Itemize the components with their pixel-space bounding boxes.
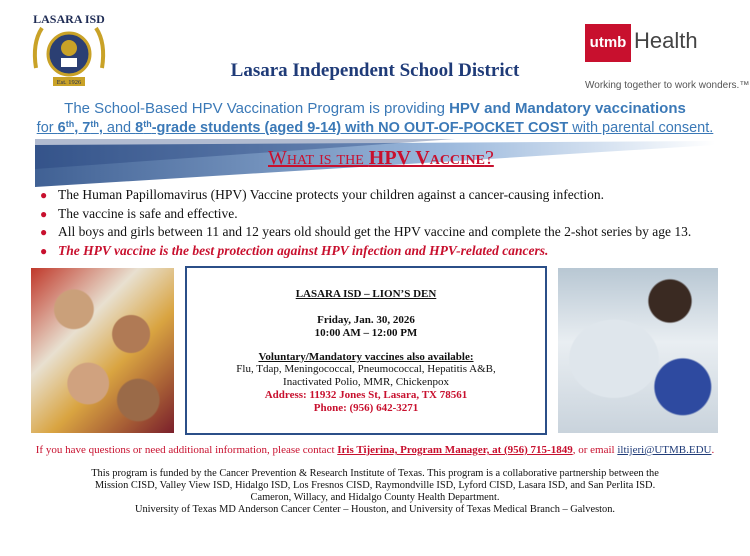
district-title: Lasara Independent School District xyxy=(230,60,520,81)
info-bullets xyxy=(38,186,728,260)
eligibility-for: for xyxy=(36,120,58,136)
heading-highlight: HPV Vaccine xyxy=(368,147,485,169)
bullet-item: ● All boys and girls between 11 and 12 years old should get the HPV vaccine and complete the 2-shot series by age 13. xyxy=(38,223,728,242)
vaccine-heading xyxy=(268,147,494,170)
program-intro-emphasis: HPV and Mandatory vaccinations xyxy=(449,100,686,117)
ordinal-th: th xyxy=(90,119,99,129)
eligibility-consent: with parental consent. xyxy=(568,120,714,136)
event-phone: Phone: (956) 642-3271 xyxy=(313,402,419,414)
event-time: 10:00 AM – 12:00 PM xyxy=(314,327,418,339)
contact-person: Iris Tijerina, Program Manager, at (956) 715-1849 xyxy=(337,444,573,456)
contact-mid: , or email xyxy=(572,444,618,456)
eligibility-and: and xyxy=(106,120,136,136)
program-intro xyxy=(0,100,750,117)
bullet-icon: ● xyxy=(40,188,48,202)
bullet-icon: ● xyxy=(40,206,48,221)
contact-email-link[interactable]: iltijeri@UTMB.EDU xyxy=(617,444,712,456)
event-details-box xyxy=(185,266,547,435)
logo-name: LASARA ISD xyxy=(33,12,105,26)
vaccines-heading: Voluntary/Mandatory vaccines also available: xyxy=(258,351,474,363)
funding-line: University of Texas MD Anderson Cancer Center – Houston, and University of Texas Medical Branch – Galveston. xyxy=(134,504,616,515)
grade-6: 6th, 7th, xyxy=(57,119,107,136)
event-address: Address: 11932 Jones St, Lasara, TX 78561 xyxy=(264,389,468,401)
program-intro-text: The School-Based HPV Vaccination Program is providing xyxy=(64,100,450,117)
contact-line xyxy=(0,444,750,456)
eligibility-underlined xyxy=(37,120,714,136)
grade-8: 8th-grade students (aged 9-14) with NO OUT-OF-POCKET COST xyxy=(135,119,569,136)
event-date: Friday, Jan. 30, 2026 xyxy=(317,314,415,326)
contact-pre: If you have questions or need additional information, please contact xyxy=(35,444,338,456)
program-eligibility xyxy=(0,120,750,136)
utmb-tagline: Working together to work wonders.™ xyxy=(585,80,750,91)
bullet-item: ● The vaccine is safe and effective. xyxy=(38,205,728,224)
contact-end: . xyxy=(711,444,715,456)
heading-post: ? xyxy=(484,147,494,169)
bullet-icon: ● xyxy=(40,243,48,258)
funding-line: This program is funded by the Cancer Prevention & Research Institute of Texas. This program is a collaborative partnership between the xyxy=(91,468,659,479)
ordinal-th: th xyxy=(143,119,152,129)
utmb-logo: utmb xyxy=(585,24,631,62)
bullet-item-highlight: ● The HPV vaccine is the best protection against HPV infection and HPV-related cancers. xyxy=(38,242,728,261)
bullet-item: ● The Human Papillomavirus (HPV) Vaccine protects your children against a cancer-causing infection. xyxy=(38,186,728,205)
logo-est: Est. 1926 xyxy=(56,79,82,86)
heading-pre: What is the xyxy=(268,147,369,169)
vaccines-list-line: Inactivated Polio, MMR, Chickenpox xyxy=(283,376,449,388)
vaccines-list-line: Flu, Tdap, Meningococcal, Pneumococcal, Hepatitis A&B, xyxy=(236,363,496,375)
utmb-health-label: Health xyxy=(634,28,698,53)
funding-line: Cameron, Willacy, and Hidalgo County Health Department. xyxy=(250,492,500,503)
funding-line: Mission CISD, Valley View ISD, Hidalgo ISD, Los Fresnos CISD, Raymondville ISD, Lyford CISD, Lasara ISD, and San Perlita ISD. xyxy=(94,480,656,491)
bullet-icon: ● xyxy=(40,225,48,239)
students-photo xyxy=(31,268,174,433)
ordinal-th: th xyxy=(65,119,75,129)
event-location-title: LASARA ISD – LION’S DEN xyxy=(295,288,437,300)
vaccination-photo xyxy=(558,268,718,433)
